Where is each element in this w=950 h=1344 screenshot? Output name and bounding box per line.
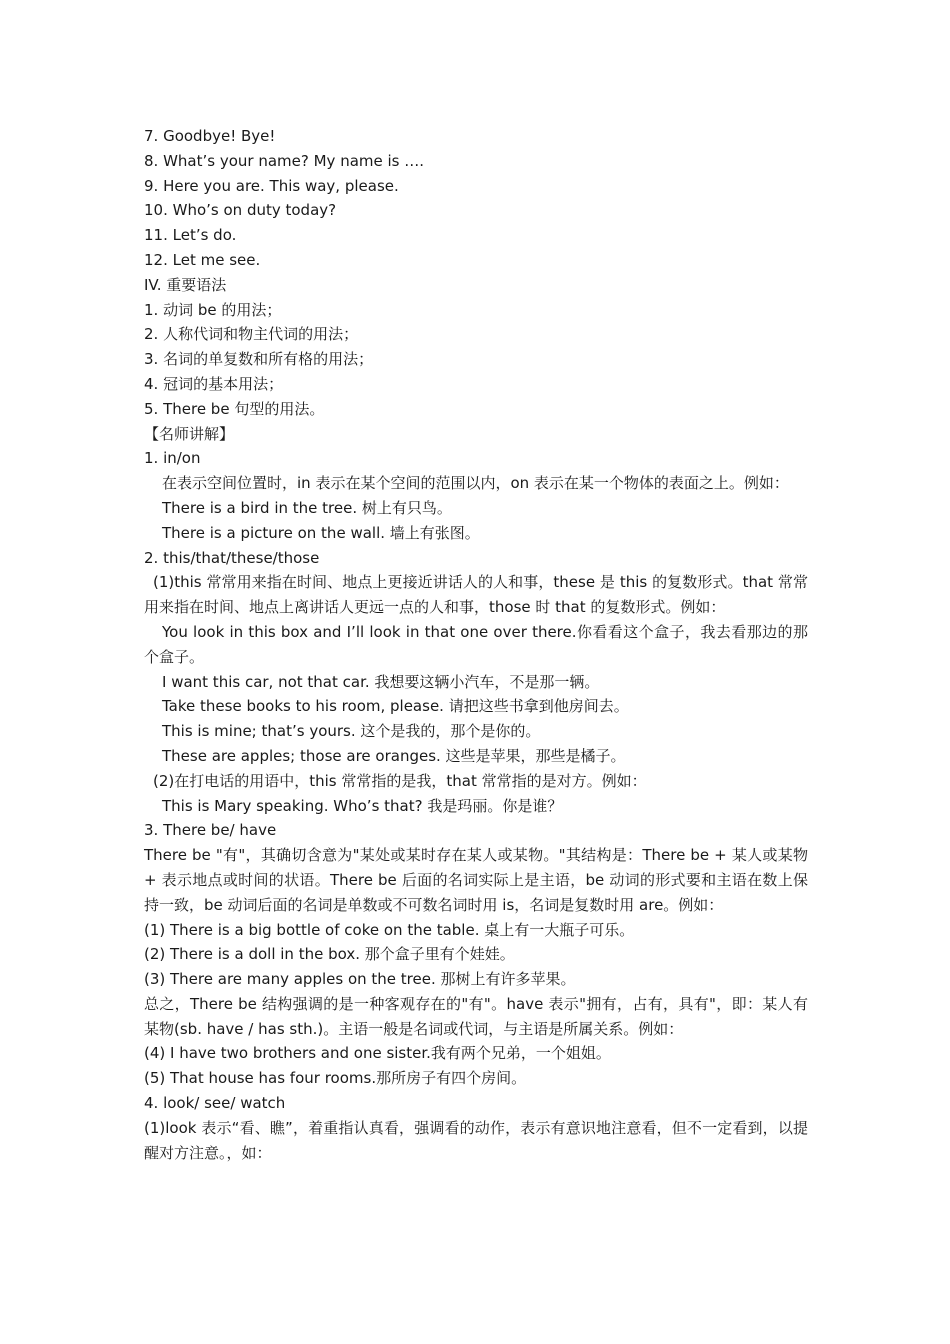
text-line: 4. look/ see/ watch — [144, 1094, 286, 1113]
text-line: (2)在打电话的用语中，this 常常指的是我，that 常常指的是对方。例如： — [153, 771, 647, 790]
text-line: You look in this box and I’ll look in that one over there.你看看这个盒子，我去看那边的那个盒子。 — [144, 622, 808, 666]
text-line: These are apples; those are oranges. 这些是苹果，那些是橘子。 — [162, 746, 626, 765]
text-line: 1. in/on — [144, 449, 201, 468]
text-line: (1) There is a big bottle of coke on the table. 桌上有一大瓶子可乐。 — [144, 920, 635, 939]
text-line: (2) There is a doll in the box. 那个盒子里有个娃娃。 — [144, 945, 515, 964]
text-line: IV. 重要语法 — [144, 275, 227, 294]
text-line: 3. There be/ have — [144, 821, 277, 840]
text-line: This is Mary speaking. Who’s that? 我是玛丽。你是谁？ — [162, 796, 563, 815]
text-line: (1)look 表示“看、瞧”，着重指认真看，强调看的动作，表示有意识地注意看，但不一定看到，以提醒对方注意。，如： — [144, 1118, 808, 1162]
text-line: 在表示空间位置时，in 表示在某个空间的范围以内，on 表示在某一个物体的表面之上。例如： — [162, 474, 789, 493]
text-line: (4) I have two brothers and one sister.我有两个兄弟，一个姐姐。 — [144, 1044, 611, 1063]
text-line: There is a picture on the wall. 墙上有张图。 — [162, 523, 480, 542]
text-line: 8. What’s your name? My name is …. — [144, 151, 425, 170]
text-line: 2. 人称代词和物主代词的用法； — [144, 325, 359, 344]
text-line: 4. 冠词的基本用法； — [144, 374, 284, 393]
text-line: 总之，There be 结构强调的是一种客观存在的"有"。have 表示"拥有，占有，具有"，即：某人有某物(sb. have / has sth.)。主语一般是名词或代词，与主语是所属关系。例如： — [144, 994, 808, 1038]
text-line: 1. 动词 be 的用法； — [144, 300, 282, 319]
text-line: (5) That house has four rooms.那所房子有四个房间。 — [144, 1069, 527, 1088]
text-line: 10. Who’s on duty today? — [144, 201, 337, 220]
text-line: 5. There be 句型的用法。 — [144, 399, 325, 418]
text-line: (1)this 常常用来指在时间、地点上更接近讲话人的人和事，these 是 this 的复数形式。that 常常用来指在时间、地点上离讲话人更远一点的人和事，those 时 that 的复数形式。例如： — [144, 573, 808, 617]
text-line: 9. Here you are. This way, please. — [144, 176, 399, 195]
text-line: (3) There are many apples on the tree. 那树上有许多苹果。 — [144, 970, 576, 989]
document-body — [144, 124, 808, 1165]
text-line: 7. Goodbye! Bye! — [144, 127, 276, 145]
text-line: Take these books to his room, please. 请把这些书拿到他房间去。 — [162, 697, 629, 716]
text-line: 3. 名词的单复数和所有格的用法； — [144, 350, 374, 369]
text-line: There be "有"，其确切含意为"某处或某时存在某人或某物。"其结构是：There be + 某人或某物 + 表示地点或时间的状语。There be 后面的名词实际上是主语，be 动词的形式要和主语在数上保持一致，be 动词后面的名词是单数或不可数名词时用 is，名词是复数时用 are。例如： — [144, 846, 808, 914]
text-line: 11. Let’s do. — [144, 226, 237, 245]
text-line: 12. Let me see. — [144, 250, 261, 269]
text-line: This is mine; that’s yours. 这个是我的，那个是你的。 — [162, 722, 541, 741]
text-line: I want this car, not that car. 我想要这辆小汽车，不是那一辆。 — [162, 672, 600, 691]
text-line: There is a bird in the tree. 树上有只鸟。 — [162, 498, 452, 517]
text-line: 2. this/that/these/those — [144, 548, 320, 567]
text-line: 【名师讲解】 — [144, 424, 235, 443]
